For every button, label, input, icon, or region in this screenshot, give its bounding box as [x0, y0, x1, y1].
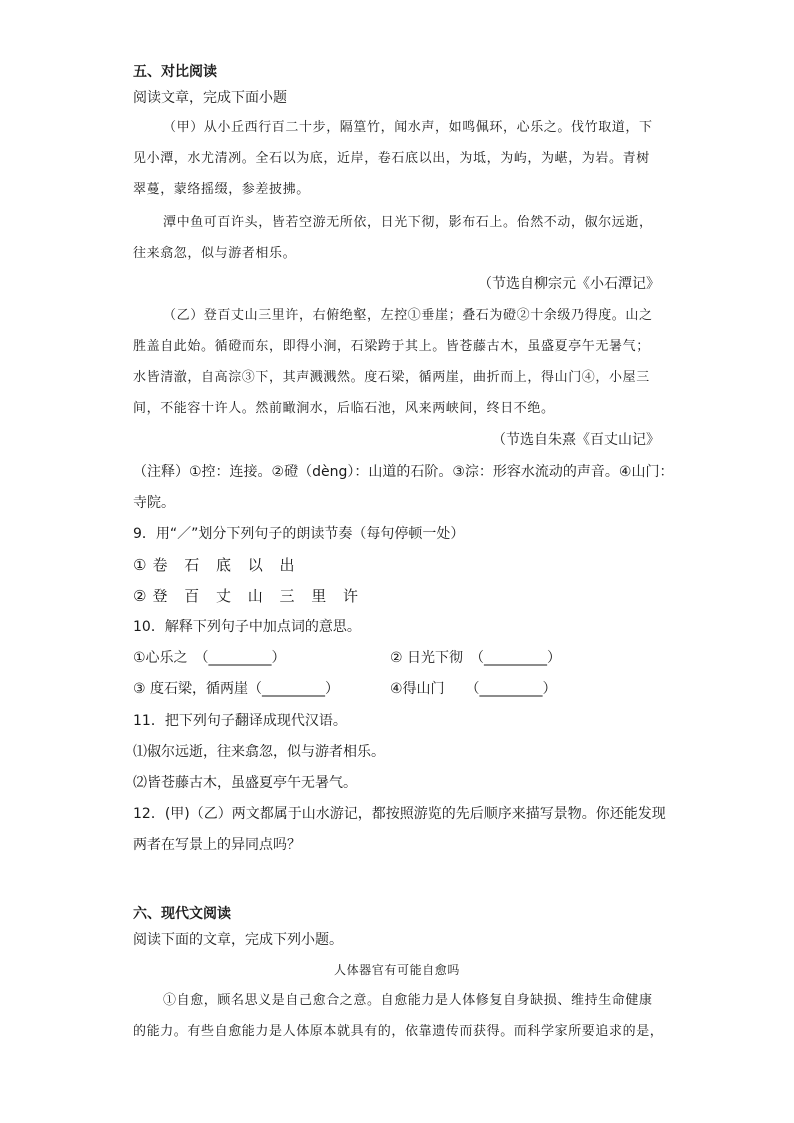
section-five-heading: 五、对比阅读 — [133, 64, 217, 80]
passage-a-line: 翠蔓，蒙络摇缀，参差披拂。 — [133, 182, 310, 197]
question-11-prompt: 11．把下列句子翻译成现代汉语。 — [133, 713, 347, 729]
source-a: （节选自柳宗元《小石潭记》 — [478, 276, 660, 292]
article-paragraph-line: 的能力。有些自愈能力是人体原本就具有的，依靠遗传而获得。而科学家所要追求的是， — [133, 1024, 664, 1039]
passage-a-line: 往来翕忽，似与游者相乐。 — [133, 246, 297, 261]
passage-b-line: 胜盖自此始。循磴而东，即得小涧，石梁跨于其上。皆苍藤古木，虽盛夏亭午无暑气； — [133, 339, 650, 354]
section-six-instruction: 阅读下面的文章，完成下列小题。 — [133, 932, 343, 948]
passage-a-line: 见小潭，水尤清冽。全石以为底，近岸，卷石底以出，为坻，为屿，为嵁，为岩。青树 — [133, 151, 650, 166]
passage-b-line: 水皆清澈，自高淙③下，其声溅溅然。度石梁，循两崖，曲折而上，得山门④，小屋三 — [133, 370, 650, 385]
question-11-item: ⑵皆苍藤古木，虽盛夏亭午无暑气。 — [133, 775, 357, 791]
notes-line: 寺院。 — [133, 495, 175, 511]
article-title: 人体器官有可能自愈吗 — [333, 963, 460, 977]
question-9-prompt: 9．用“／”划分下列句子的朗读节奏（每句停顿一处） — [133, 526, 465, 542]
question-10-prompt: 10．解释下列句子中加点词的意思。 — [133, 619, 361, 635]
source-b: （节选自朱熹《百丈山记》 — [492, 432, 660, 448]
question-12-line: 两者在写景上的异同点吗？ — [133, 837, 301, 853]
passage-b-line: （乙）登百丈山三里许，右俯绝壑，左控①垂崖；叠石为磴②十余级乃得度。山之 — [163, 308, 653, 323]
question-9-item: ①卷 石 底 以 出 — [133, 556, 301, 574]
section-six-heading: 六、现代文阅读 — [133, 906, 231, 922]
notes-line: （注释）①控：连接。②磴（dèng）：山道的石阶。③淙：形容水流动的声音。④山门： — [133, 464, 674, 480]
passage-a-line: 潭中鱼可百许头，皆若空游无所依，日光下彻，影布石上。佁然不动，俶尔远逝， — [163, 215, 653, 230]
question-10-item: ④得山门 （_________） — [390, 681, 557, 697]
question-10-item: ③ 度石梁，循两崖（_________） — [133, 681, 340, 697]
article-paragraph-line: ①自愈，顾名思义是自己愈合之意。自愈能力是人体修复自身缺损、维持生命健康 — [163, 993, 653, 1008]
question-12-line: 12．(甲)（乙）两文都属于山水游记，都按照游览的先后顺序来描写景物。你还能发现 — [133, 806, 666, 822]
section-five-instruction: 阅读文章，完成下面小题 — [133, 90, 287, 106]
passage-b-line: 间，不能容十许人。然前瞰涧水，后临石池，风来两峡间，终日不绝。 — [133, 401, 555, 416]
question-10-item: ①心乐之 （_________） — [133, 650, 286, 666]
question-9-item: ②登 百 丈 山 三 里 许 — [133, 587, 365, 605]
question-11-item: ⑴俶尔远逝，往来翕忽，似与游者相乐。 — [133, 744, 385, 760]
question-10-item: ② 日光下彻 （_________） — [390, 650, 562, 666]
passage-a-line: （甲）从小丘西行百二十步，隔篁竹，闻水声，如鸣佩环，心乐之。伐竹取道，下 — [163, 120, 653, 135]
